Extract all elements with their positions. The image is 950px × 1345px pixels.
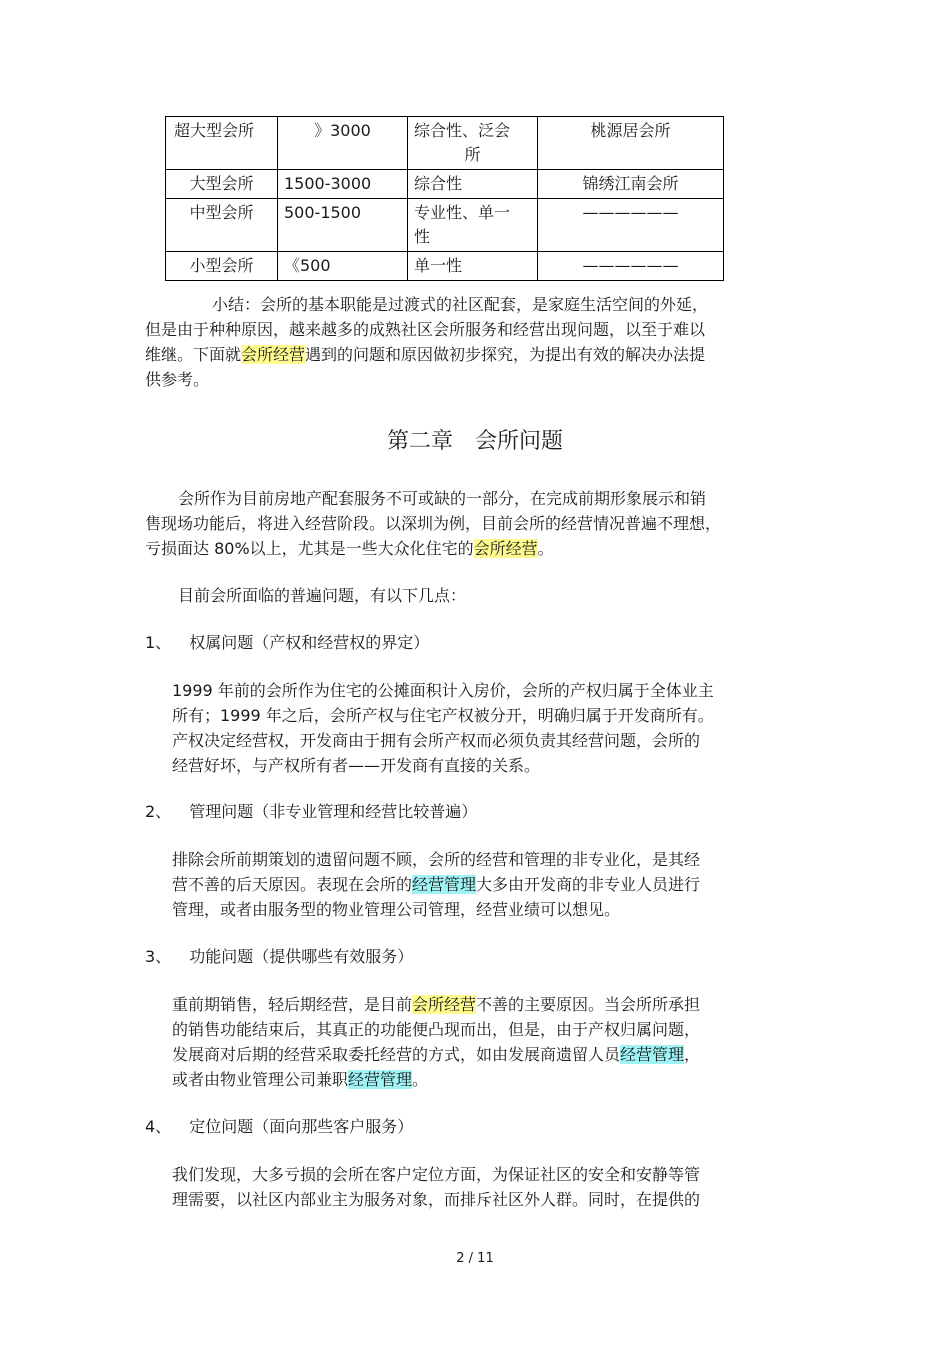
issue-line: 的销售功能结束后，其真正的功能便凸现而出，但是，由于产权归属问题， (172, 1020, 701, 1039)
table-cell-type: 大型会所 (166, 170, 278, 199)
table-cell-type: 超大型会所 (166, 117, 278, 170)
table-row (166, 199, 724, 252)
intro-line: 售现场功能后，将进入经营阶段。以深圳为例，目前会所的经营情况普遍不理想， (145, 514, 722, 533)
issue-number: 3、 (145, 947, 172, 966)
table-cell-example: 桃源居会所 (538, 117, 724, 170)
table-row (166, 117, 724, 170)
table-cell-nature (408, 199, 538, 252)
table-cell-type: 小型会所 (166, 252, 278, 281)
highlight-club-operation: 会所经营 (473, 539, 538, 558)
nature-line: 综合性、泛会 (414, 121, 511, 140)
table-cell-area: 《500 (278, 252, 408, 281)
table-row (166, 170, 724, 199)
table-cell-area: 500-1500 (278, 199, 408, 252)
issue-heading: 4、 定位问题（面向那些客户服务） (145, 1117, 414, 1136)
table-cell-nature (408, 117, 538, 170)
table-cell-example: —————— (538, 199, 724, 252)
intro-line: 亏损面达 80%以上，尤其是一些大众化住宅的会所经营。 (145, 539, 554, 558)
page-number: 2 / 11 (456, 1251, 494, 1266)
summary-line: 但是由于种种原因，越来越多的成熟社区会所服务和经营出现问题，以至于难以 (145, 320, 706, 339)
issue-line: 我们发现，大多亏损的会所在客户定位方面，为保证社区的安全和安静等管 (172, 1165, 701, 1184)
table-cell-area: 1500-3000 (278, 170, 408, 199)
highlight-club-operation: 会所经营 (412, 995, 477, 1014)
table-cell-example: —————— (538, 252, 724, 281)
issue-line: 发展商对后期的经营采取委托经营的方式，如由发展商遗留人员经营管理， (172, 1045, 701, 1064)
table-cell-type: 中型会所 (166, 199, 278, 252)
nature-line: 所 (464, 145, 481, 164)
highlight-operation-management: 经营管理 (348, 1070, 413, 1089)
summary-line: 维继。下面就会所经营遇到的问题和原因做初步探究，为提出有效的解决办法提 (145, 345, 706, 364)
chapter-title: 第二章 会所问题 (386, 429, 563, 454)
issue-heading: 1、 权属问题（产权和经营权的界定） (145, 633, 430, 652)
issue-number: 1、 (145, 633, 172, 652)
table-row (166, 252, 724, 281)
intro-line: 会所作为目前房地产配套服务不可或缺的一部分，在完成前期形象展示和销 (178, 489, 707, 508)
table-cell-nature: 综合性 (408, 170, 538, 199)
issue-number: 4、 (145, 1117, 172, 1136)
table-cell-nature: 单一性 (408, 252, 538, 281)
summary-line: 供参考。 (145, 370, 210, 389)
nature-line: 性 (414, 227, 431, 246)
issue-line: 或者由物业管理公司兼职经营管理。 (172, 1070, 429, 1089)
issue-line: 排除会所前期策划的遗留问题不顾，会所的经营和管理的非专业化，是其经 (172, 850, 701, 869)
highlight-operation-management: 经营管理 (620, 1045, 685, 1064)
highlight-club-operation: 会所经营 (241, 345, 306, 364)
club-size-table (165, 116, 724, 281)
issue-heading: 3、 功能问题（提供哪些有效服务） (145, 947, 414, 966)
intro-line: 目前会所面临的普遍问题，有以下几点： (178, 586, 467, 605)
issue-line: 管理，或者由服务型的物业管理公司管理，经营业绩可以想见。 (172, 900, 621, 919)
issue-line: 经营好坏，与产权所有者——开发商有直接的关系。 (172, 756, 541, 775)
issue-heading: 2、 管理问题（非专业管理和经营比较普遍） (145, 802, 478, 821)
table-cell-area: 》3000 (278, 117, 408, 170)
highlight-operation-management: 经营管理 (412, 875, 477, 894)
nature-line: 专业性、单一 (414, 203, 511, 222)
summary-line: 小结：会所的基本职能是过渡式的社区配套，是家庭生活空间的外延， (212, 295, 709, 314)
issue-line: 营不善的后天原因。表现在会所的经营管理大多由开发商的非专业人员进行 (172, 875, 701, 894)
table-cell-example: 锦绣江南会所 (538, 170, 724, 199)
issue-line: 所有；1999 年之后，会所产权与住宅产权被分开，明确归属于开发商所有。 (172, 706, 714, 725)
issue-line: 理需要，以社区内部业主为服务对象，而排斥社区外人群。同时，在提供的 (172, 1190, 701, 1209)
issue-number: 2、 (145, 802, 172, 821)
issue-line: 重前期销售，轻后期经营，是目前会所经营不善的主要原因。当会所所承担 (172, 995, 701, 1014)
issue-line: 产权决定经营权，开发商由于拥有会所产权而必须负责其经营问题，会所的 (172, 731, 701, 750)
issue-line: 1999 年前的会所作为住宅的公摊面积计入房价，会所的产权归属于全体业主 (172, 681, 714, 700)
